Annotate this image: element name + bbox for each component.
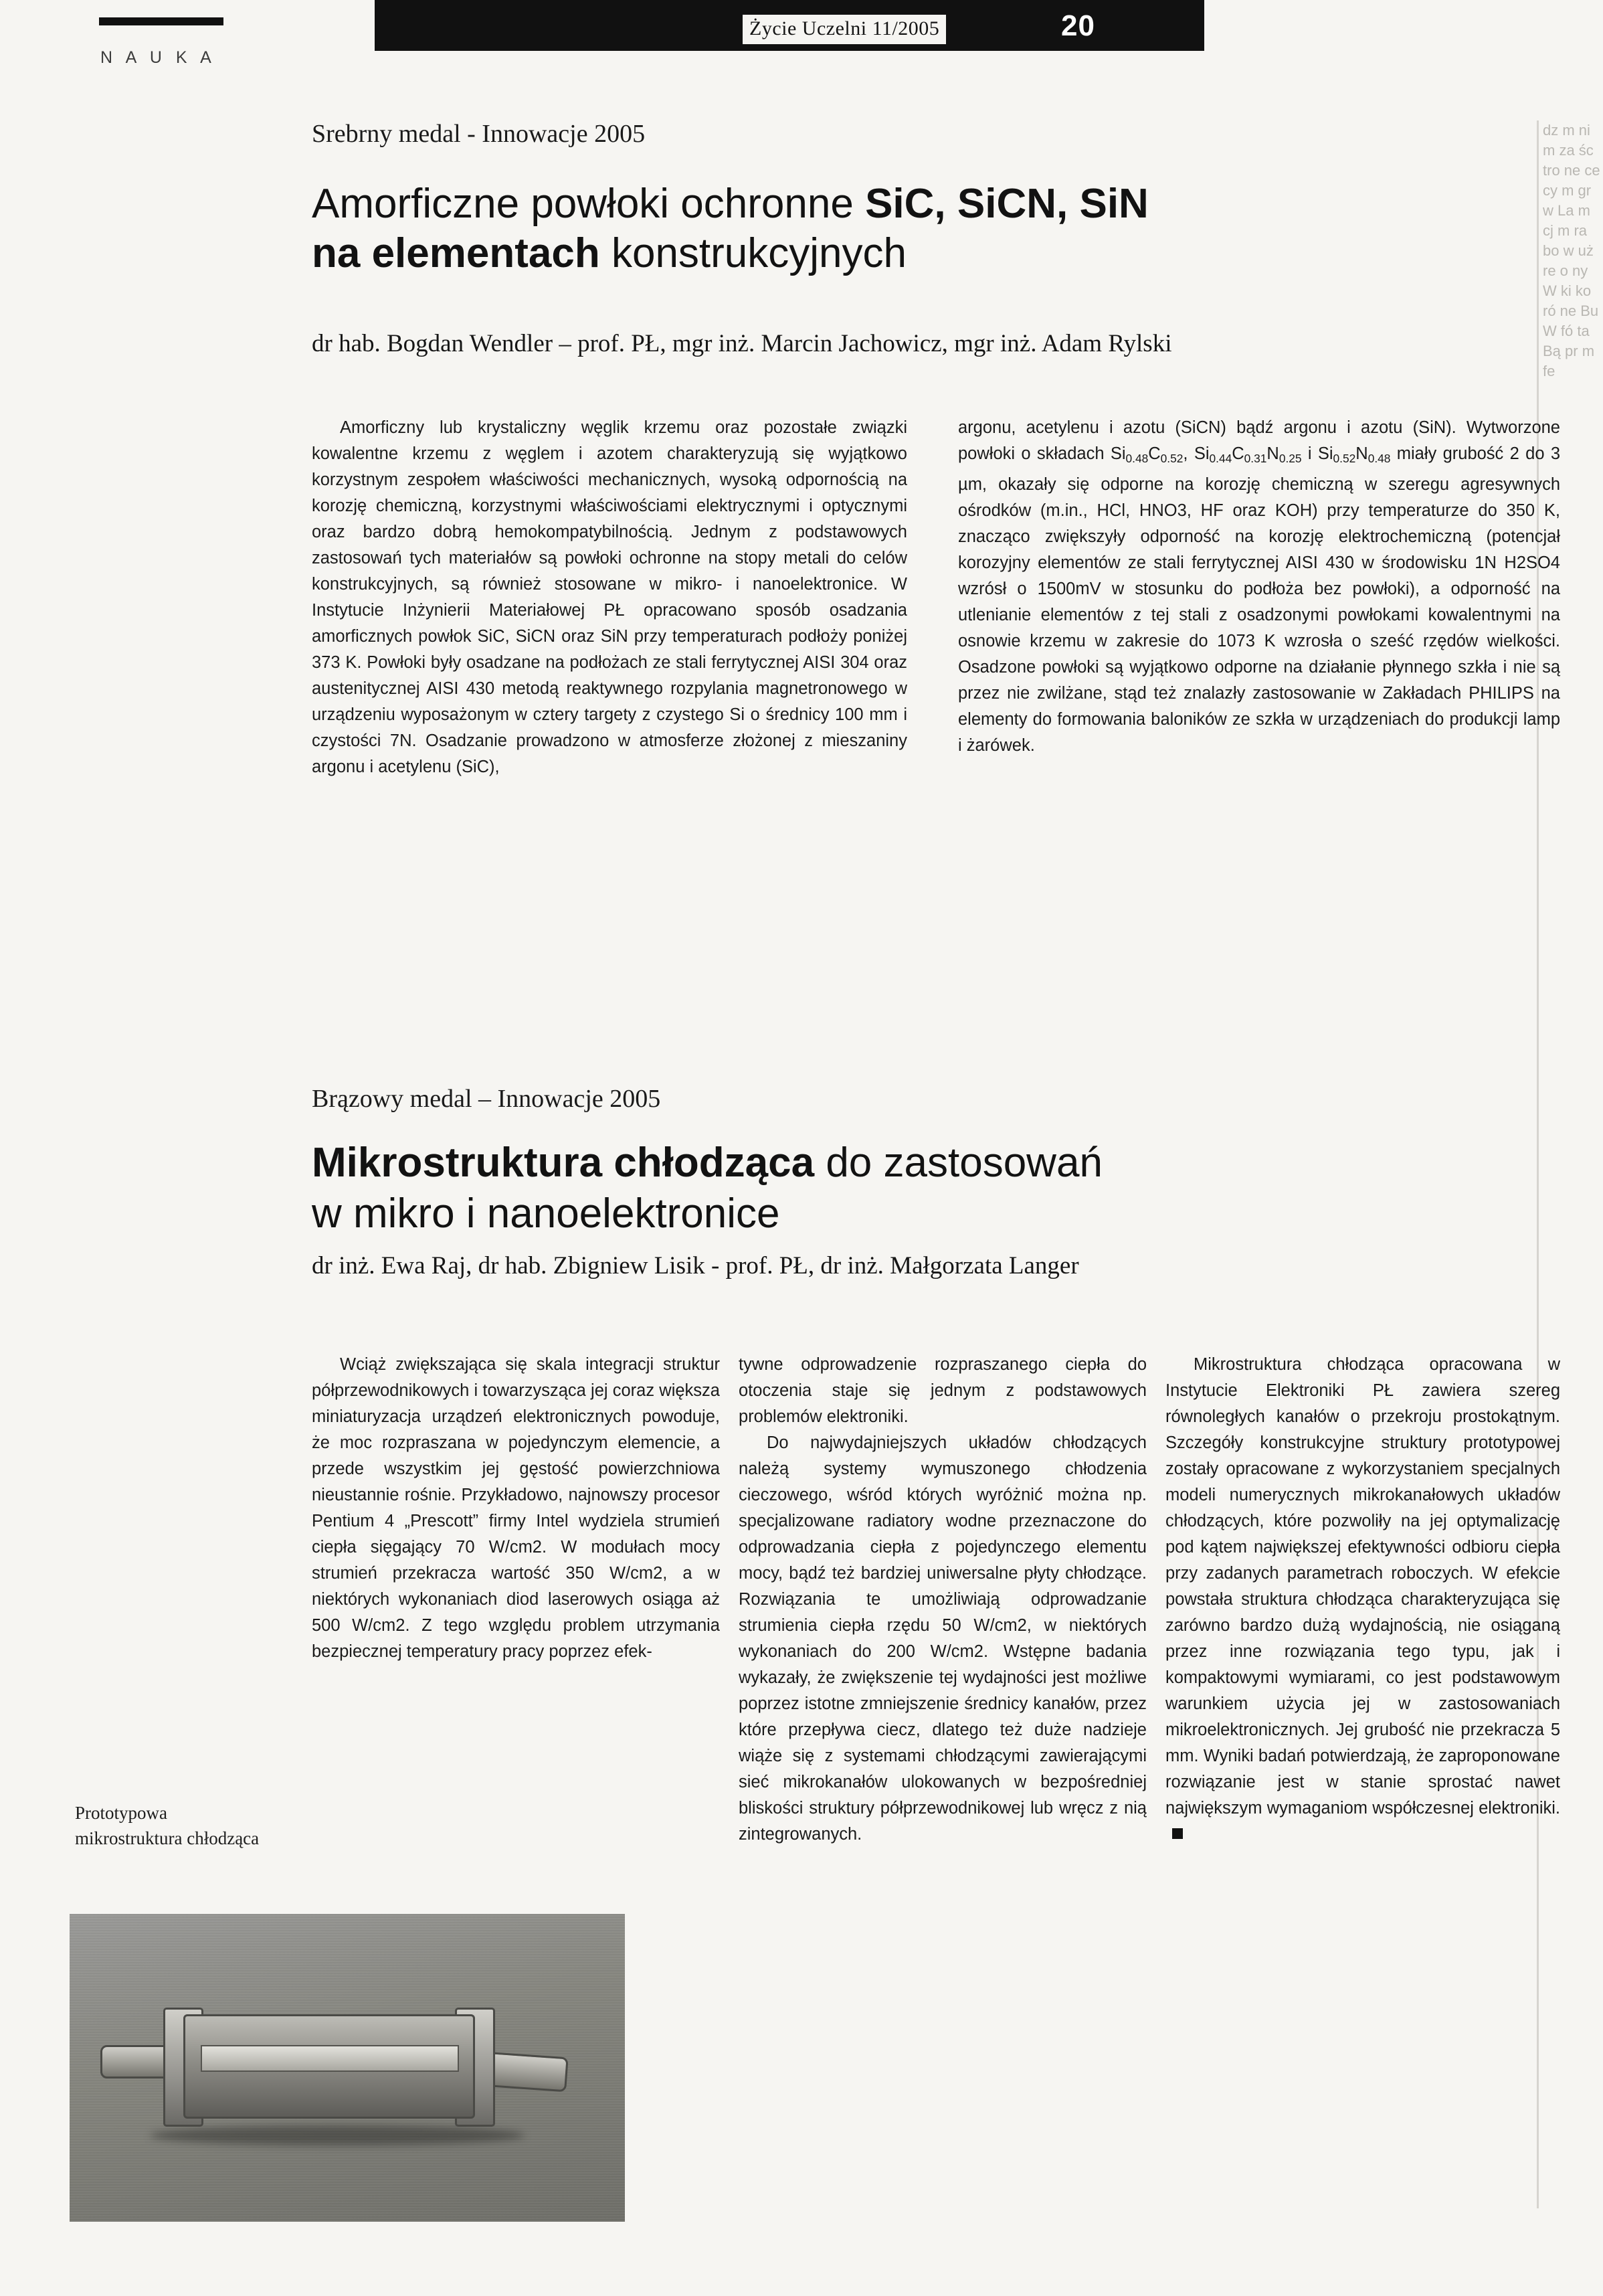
article1-column-1 (312, 415, 907, 780)
device-cover-plate (201, 2045, 459, 2072)
article2-kicker: Brązowy medal – Innowacje 2005 (312, 1085, 661, 1113)
article1-title-part3: na elementach (312, 230, 611, 276)
article2-title-line2: w mikro i nanoelektronice (312, 1190, 780, 1237)
end-mark-icon (1172, 1828, 1183, 1839)
bleed-through-column: dz m ni m za śc tro ne ce cy m gr w La m cj m ra bo w uż re o ny W ki ko ró ne Bu W fó ta Bą pr m fe (1543, 122, 1600, 379)
article1-kicker: Srebrny medal - Innowacje 2005 (312, 120, 646, 148)
article1-authors: dr hab. Bogdan Wendler – prof. PŁ, mgr inż. Marcin Jachowicz, mgr inż. Adam Rylski (312, 330, 1172, 357)
article2-title-part1: Mikrostruktura chłodząca (312, 1140, 826, 1186)
paragraph (958, 415, 1560, 759)
article1-column-2 (958, 415, 1560, 759)
article1-title-part4: konstrukcyjnych (611, 230, 907, 276)
microstructure-photo (70, 1914, 625, 2222)
article2-column-3 (1165, 1352, 1560, 1848)
page-number: 20 (1061, 9, 1095, 42)
paragraph-part-b: miały grubość 2 do 3 µm, okazały się odporne na korozję chemiczną w szeregu agresywnych ośrodków (m.in., HCl, HNO3, HF oraz KOH) przy temperaturze do 350 K, znacząco zwiększyły odporność na korozję elektrochemiczną (potencjał korozyjny elementów ze stali ferrytycznej AISI 430 w środowisku 1N H2SO4 wzrósł o 1500mV w stosunku do podłoża bez powłoki), a odporność na utlenianie elementów z tej stali z osadzonymi powłokami kowalentnymi na osnowie krzemu w zakresie do 1073 K wzrosła o sześć rzędów wielkości. Osadzone powłoki są wyjątkowo odporne na działanie płynnego szkła i nie są przez nie zwilżane, stąd też znalazły zastosowanie w Zakładach PHILIPS na elementy do formowania baloników ze szkła w urządzeniach do produkcji lamp i żarówek. (958, 444, 1561, 755)
article2-title (312, 1138, 1583, 1239)
article2-column-1 (312, 1352, 720, 1665)
article2-title-part2: do zastosowań (826, 1140, 1103, 1186)
article2-column-2 (739, 1352, 1147, 1848)
article1-title (312, 179, 1583, 278)
journal-title: Życie Uczelni 11/2005 (743, 15, 946, 44)
paragraph: Do najwydajniejszych układów chłodzących należą systemy wymuszonego chłodzenia cieczowego, wśród których wyróżnić można np. specjalizowane radiatory wodne przeznaczone do odprowadzania ciepła z pojedynczego elementu mocy, bądź też bardziej uniwersalne płyty chłodzące. Rozwiązania te umożliwiają odprowadzanie strumienia ciepła rzędu 50 W/cm2, w niektórych wykonaniach do 200 W/cm2. Wstępne badania wykazały, że zwiększenie tej wydajności jest możliwe poprzez istotne zmniejszenie średnicy kanałów, przez które przepływa ciecz, dlatego też duże nadzieje wiąże się z systemami chłodzącymi zawierającymi sieć mikrokanałów ulokowanych w bezpośredniej bliskości struktury półprzewodnikowej lub wręcz z nią zintegrowanych. (739, 1433, 1147, 1844)
chemical-formula: $_{0.48}C_{0.52}$, $Si_{0.44}C_{0.31}N_{0.25}$ i $Si_{0.52}N_{0.48}$ (1125, 444, 1391, 465)
paragraph: tywne odprowadzenie rozpraszanego ciepła do otoczenia staje się jednym z podstawowych problemów elektroniki. (739, 1355, 1147, 1426)
article1-title-part1: Amorficzne powłoki ochronne (312, 181, 866, 227)
paragraph-text: Mikrostruktura chłodząca opracowana w Instytucie Elektroniki PŁ zawiera szereg równoległych kanałów o przekroju prostokątnym. Szczegóły konstrukcyjne struktury prototypowej zostały opracowane z wykorzystaniem specjalnych modeli numerycznych mikrokanałowych układów chłodzących, które pozwoliły na jej optymalizację pod kątem największej efektywności odbioru ciepła przy zadanych parametrach roboczych. W efekcie powstała struktura chłodząca charakteryzująca się zarówno bardzo dużą wydajnością, nie osiąganą przez inne rozwiązania tego typu, jak i kompaktowymi wymiarami, co jest podstawowym warunkiem użycia jej w zastosowaniach mikroelektronicznych. Jej grubość nie przekracza 5 mm. Wyniki badań potwierdzają, że zaproponowane rozwiązanie jest w stanie sprostać nawet największym wymaganiom współczesnej elektroniki. (1165, 1355, 1560, 1818)
section-label: N A U K A (100, 48, 216, 67)
paragraph (1165, 1352, 1560, 1848)
article1-title-part2: SiC, SiCN, SiN (865, 181, 1149, 227)
paragraph: Wciąż zwiększająca się skala integracji struktur półprzewodnikowych i towarzysząca jej coraz większa miniaturyzacja urządzeń elektronicznych powoduje, że moc rozpraszana w pojedynczym elemencie, a przede wszystkim jej gęstość powierzchniowa nieustannie rośnie. Przykładowo, najnowszy procesor Pentium 4 „Prescott” firmy Intel wydziela strumień ciepła sięgający 70 W/cm2. W modułach mocy strumień przekracza wartość 350 W/cm2, a w niektórych wykonaniach diod laserowych osiąga aż 500 W/cm2. Z tego względu problem utrzymania bezpiecznej temperatury pracy poprzez efek- (312, 1355, 720, 1661)
paragraph-part-a: argonu, acetylenu i azotu (SiCN) bądź argonu i azotu (SiN). Wytworzone powłoki o składach Si (958, 418, 1560, 463)
device-shadow (150, 2125, 525, 2145)
paragraph: Amorficzny lub krystaliczny węglik krzemu oraz pozostałe związki kowalentne krzemu z węglem i azotem charakteryzują się wyjątkowo korzystnym zespołem właściwości mechanicznych, wysoką odpornością na korozję chemiczną, korzystnymi właściwościami elektrycznymi i optycznymi oraz bardzo dobrą hemokompatybilnością. Jednym z podstawowych zastosowań tych materiałów są powłoki ochronne na stopy metali do celów konstrukcyjnych, są również stosowane w mikro- i nanoelektronice. W Instytucie Inżynierii Materiałowej PŁ opracowano sposób osadzania amorficznych powłok SiC, SiCN oraz SiN przy temperaturach podłoży poniżej 373 K. Powłoki były osadzane na podłożach ze stali ferrytycznej AISI 304 oraz austenitycznej AISI 430 metodą reaktywnego rozpylania magnetronowego w urządzeniu wyposażonym w cztery targety z czystego Si o średnicy 100 mm i czystości 7N. Osadzanie prowadzono w atmosferze złożonej z mieszaniny argonu i acetylenu (SiC), (312, 418, 907, 776)
article2-authors: dr inż. Ewa Raj, dr hab. Zbigniew Lisik - prof. PŁ, dr inż. Małgorzata Langer (312, 1252, 1079, 1279)
figure-caption: Prototypowa mikrostruktura chłodząca (75, 1803, 260, 1848)
section-rule (99, 17, 223, 25)
